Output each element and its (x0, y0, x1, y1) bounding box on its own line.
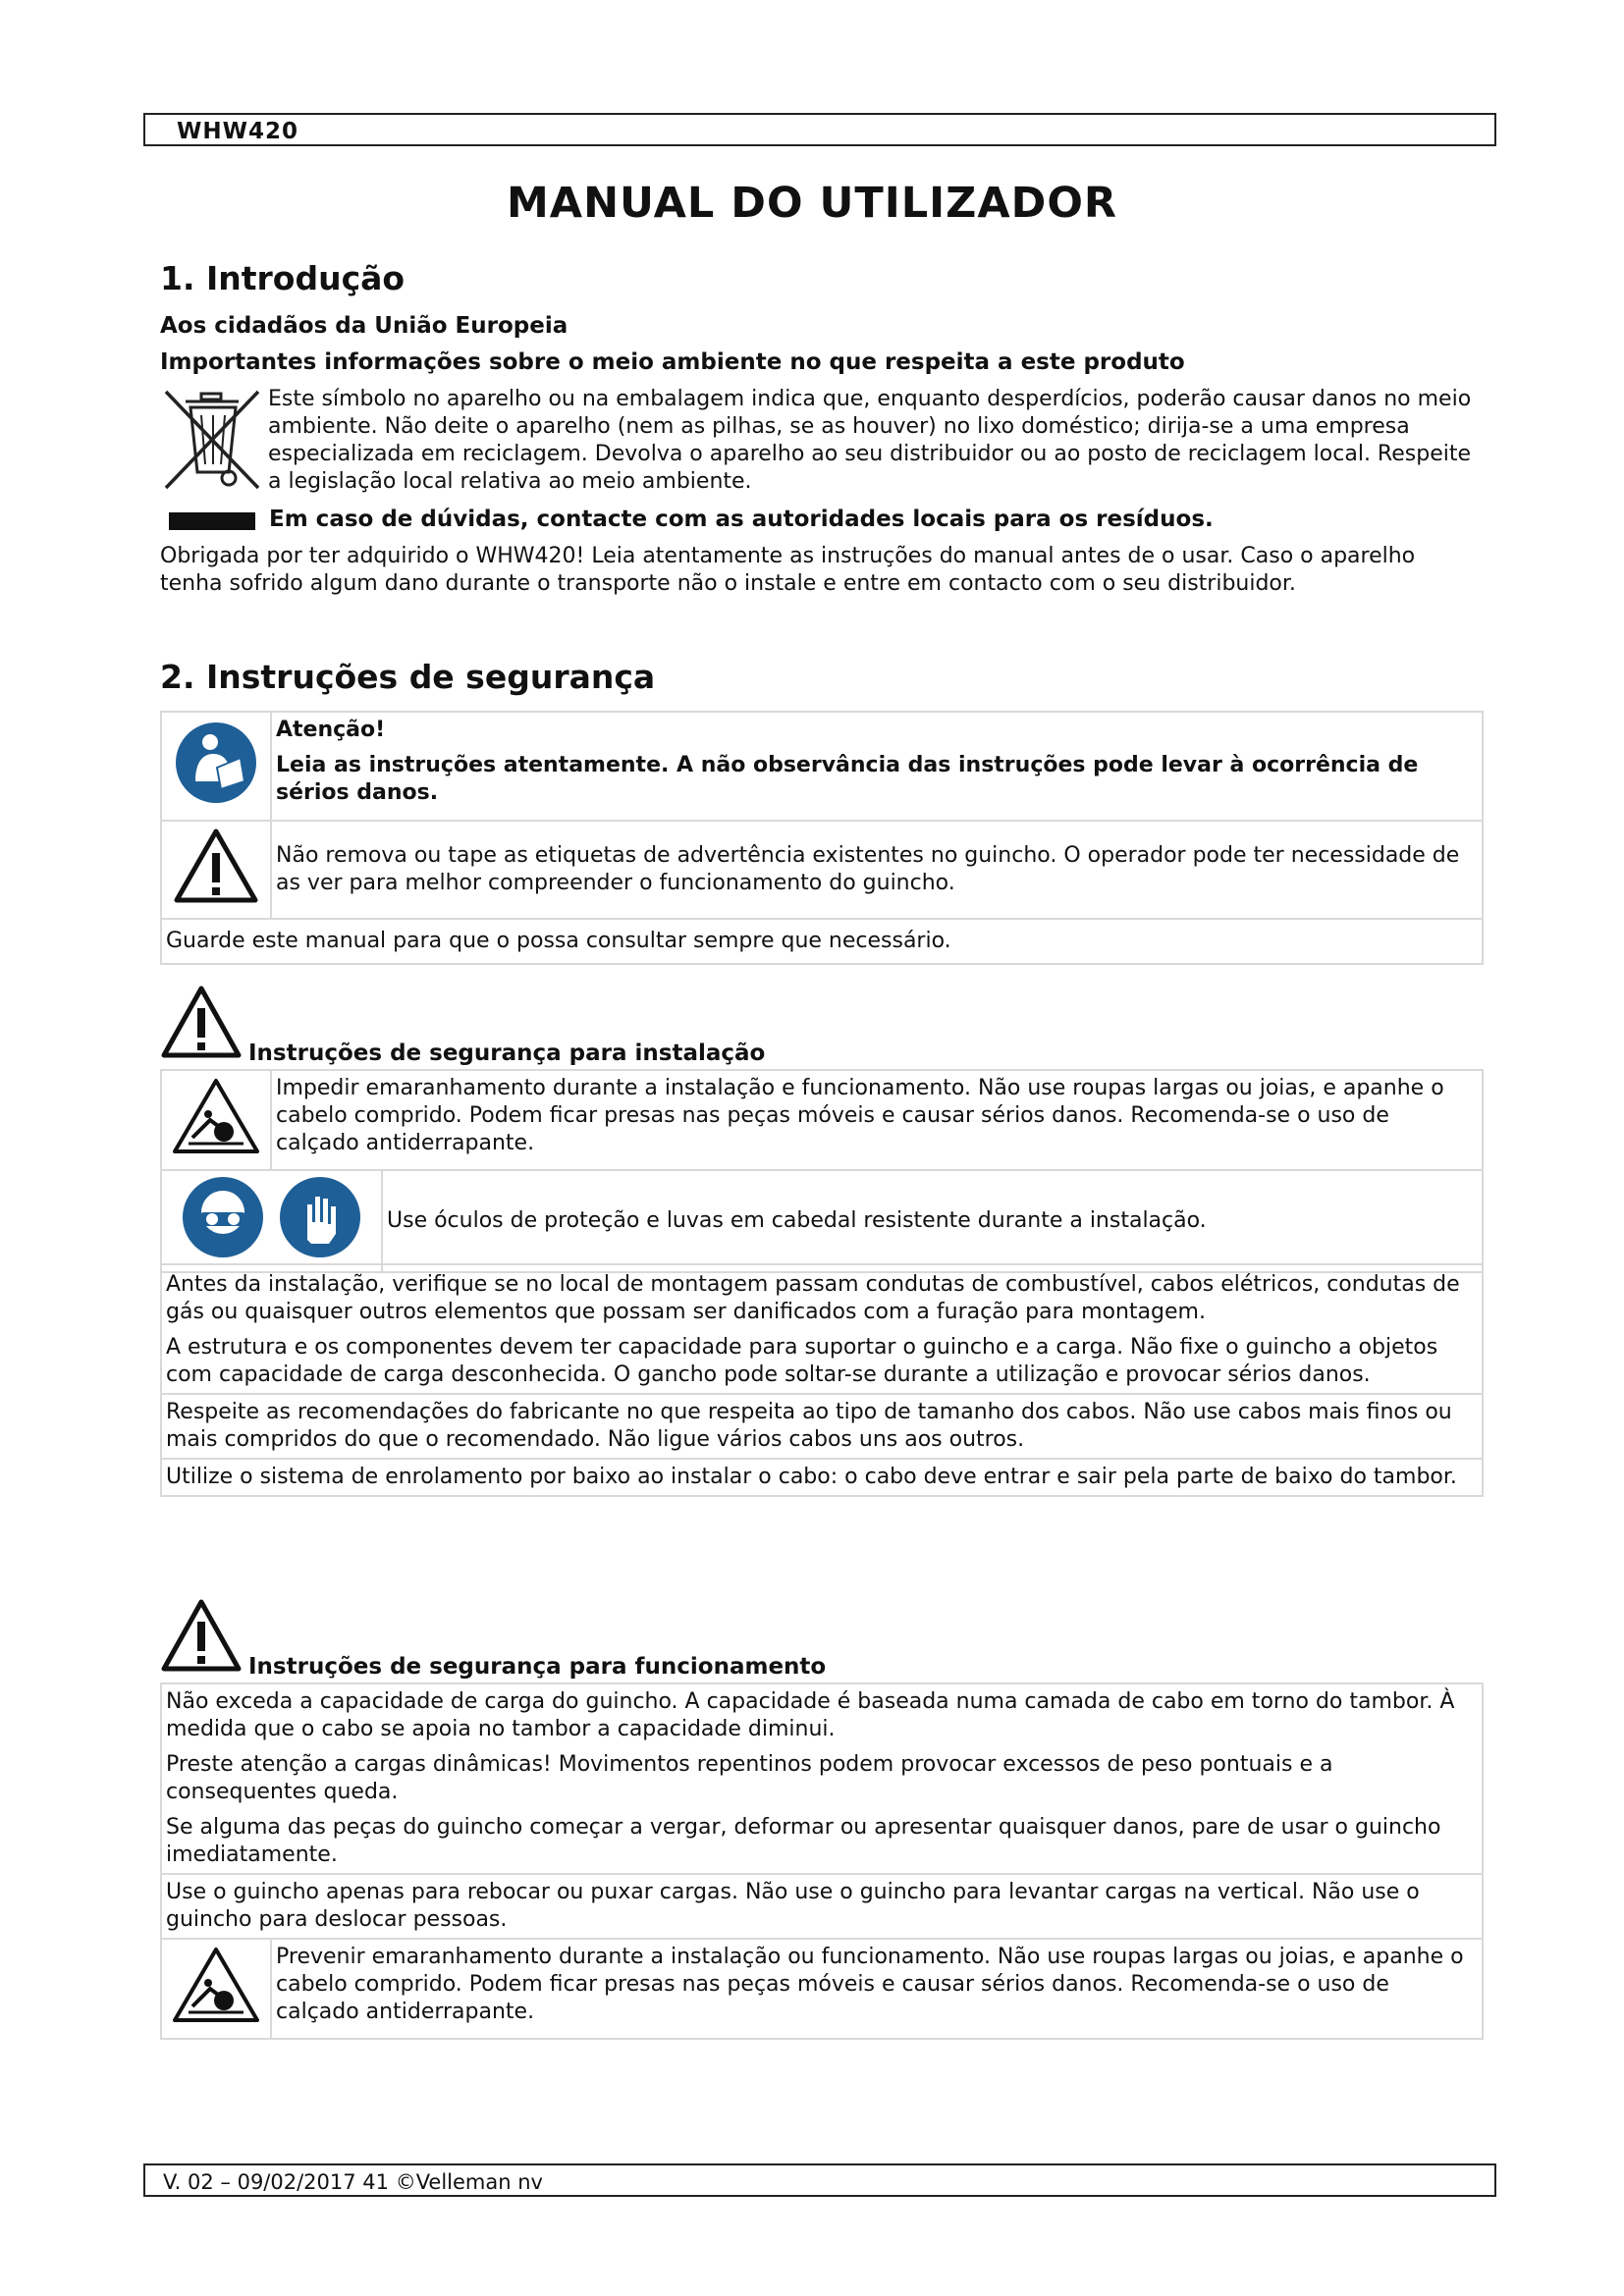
attention-cell (271, 712, 1483, 821)
installation-paragraphs-cell (161, 1264, 1483, 1394)
section-2-heading: 2. Instruções de segurança (160, 658, 656, 696)
header-box (143, 113, 1496, 146)
operation-p3: Se alguma das peças do guincho começar a vergar, deformar ou apresentar quaisquer danos, pare de usar o guincho imediatamente. (166, 1815, 1441, 1867)
entangle-cell (271, 1070, 1483, 1170)
keep-manual-text: Guarde este manual para que o possa consultar sempre que necessário. (166, 929, 951, 953)
operation-entangle-cell (271, 1939, 1483, 2039)
environment-subheading: Importantes informações sobre o meio ambiente no que respeita a este produto (160, 349, 1185, 375)
ppe-icons-cell (161, 1170, 382, 1272)
ppe-text: Use óculos de proteção e luvas em cabedal resistente durante a instalação. (387, 1208, 1207, 1233)
operation-entangle-text: Prevenir emaranhamento durante a instalação ou funcionamento. Não use roupas largas ou joias, e apanhe o cabelo comprido. Podem ficar presas nas peças móveis e causar sérios danos. Recomenda-se o uso de calçado antiderrapante. (276, 1945, 1464, 2024)
warning-icon-cell (161, 821, 271, 919)
entanglement-hazard-icon (171, 1946, 261, 2024)
weee-bin-icon (160, 386, 264, 492)
installation-p2: A estrutura e os componentes devem ter capacidade para suportar o guincho e a carga. Não fixe o guincho a objetos com capacidade de carga desconhecida. O gancho pode soltar-se durante a utilização e provocar sérios danos. (166, 1335, 1438, 1387)
ppe-table (160, 1169, 1484, 1273)
entangle-icon-cell (161, 1070, 271, 1170)
safety-table (160, 711, 1484, 965)
installation-p1: Antes da instalação, verifique se no local de montagem passam condutas de combustível, cabos elétricos, condutas de gás ou quaisquer outros elementos que possam ser danificados com a furação para montagem. (166, 1272, 1460, 1324)
attention-title: Atenção! (276, 718, 386, 742)
model-label: WHW420 (177, 119, 298, 144)
operation-heading: Instruções de segurança para funcionamento (248, 1654, 827, 1680)
keep-manual-cell (161, 919, 1483, 964)
ppe-cell (382, 1170, 1483, 1272)
operation-table (160, 1682, 1484, 2040)
installation-p4: Utilize o sistema de enrolamento por baixo ao instalar o cabo: o cabo deve entrar e sair pela parte de baixo do tambor. (166, 1465, 1457, 1489)
labels-cell (271, 821, 1483, 919)
section-1-heading: 1. Introdução (160, 259, 406, 297)
entangle-text: Impedir emaranhamento durante a instalação e funcionamento. Não use roupas largas ou joias, e apanhe o cabelo comprido. Podem ficar presas nas peças móveis e causar sérios danos. Recomenda-se o uso de calçado antiderrapante. (276, 1076, 1444, 1155)
eu-citizens-subheading: Aos cidadãos da União Europeia (160, 313, 568, 339)
operation-entangle-icon-cell (161, 1939, 271, 2039)
warning-triangle-icon (173, 828, 259, 904)
installation-heading: Instruções de segurança para instalação (248, 1041, 766, 1066)
intro-paragraph: Obrigada por ter adquirido o WHW420! Leia atentamente as instruções do manual antes de o usar. Caso o aparelho tenha sofrido algum dano durante o transporte não o instale e entre em contacto com o seu distribuidor. (160, 544, 1416, 596)
footer-text: V. 02 – 09/02/2017 41 ©Velleman nv (163, 2170, 543, 2194)
gloves-icon (278, 1175, 362, 1259)
labels-text: Não remova ou tape as etiquetas de advertência existentes no guincho. O operador pode ter necessidade de as ver para melhor compreender o funcionamento do guincho. (276, 843, 1460, 895)
entanglement-hazard-icon (171, 1077, 261, 1155)
operation-p2: Preste atenção a cargas dinâmicas! Movimentos repentinos podem provocar excessos de peso pontuais e a consequentes queda. (166, 1752, 1333, 1804)
manual-icon-cell (161, 712, 271, 821)
operation-warning-icon (160, 1598, 243, 1673)
installation-warning-icon (160, 985, 243, 1059)
page-title: MANUAL DO UTILIZADOR (507, 179, 1117, 228)
black-bar (169, 512, 255, 530)
weee-paragraph: Este símbolo no aparelho ou na embalagem indica que, enquanto desperdícios, poderão causar danos no meio ambiente. Não deite o aparelho (nem as pilhas, se as houver) no lixo doméstico; dirija-se a uma empresa especializada em reciclagem. Devolva o aparelho ao seu distribuidor ou ao posto de reciclagem local. Respeite a legislação local relativa ao meio ambiente. (268, 387, 1472, 494)
operation-paragraphs-cell (161, 1683, 1483, 1874)
operation-p4-cell (161, 1874, 1483, 1939)
installation-p3-cell (161, 1394, 1483, 1459)
read-manual-icon (174, 721, 258, 805)
attention-text: Leia as instruções atentamente. A não observância das instruções pode levar à ocorrência de sérios danos. (276, 753, 1419, 805)
footer-box (143, 2163, 1496, 2197)
goggles-icon (181, 1175, 265, 1259)
installation-p4-cell (161, 1459, 1483, 1496)
installation-p3: Respeite as recomendações do fabricante no que respeita ao tipo de tamanho dos cabos. Não use cabos mais finos ou mais compridos do que o recomendado. Não ligue vários cabos uns aos outros. (166, 1400, 1452, 1452)
installation-table (160, 1069, 1484, 1171)
operation-p4: Use o guincho apenas para rebocar ou puxar cargas. Não use o guincho para levantar cargas na vertical. Não use o guincho para deslocar pessoas. (166, 1880, 1420, 1932)
installation-text-table (160, 1263, 1484, 1497)
operation-p1: Não exceda a capacidade de carga do guincho. A capacidade é baseada numa camada de cabo em torno do tambor. À medida que o cabo se apoia no tambor a capacidade diminui. (166, 1689, 1455, 1741)
doubt-notice: Em caso de dúvidas, contacte com as autoridades locais para os resíduos. (269, 507, 1214, 532)
